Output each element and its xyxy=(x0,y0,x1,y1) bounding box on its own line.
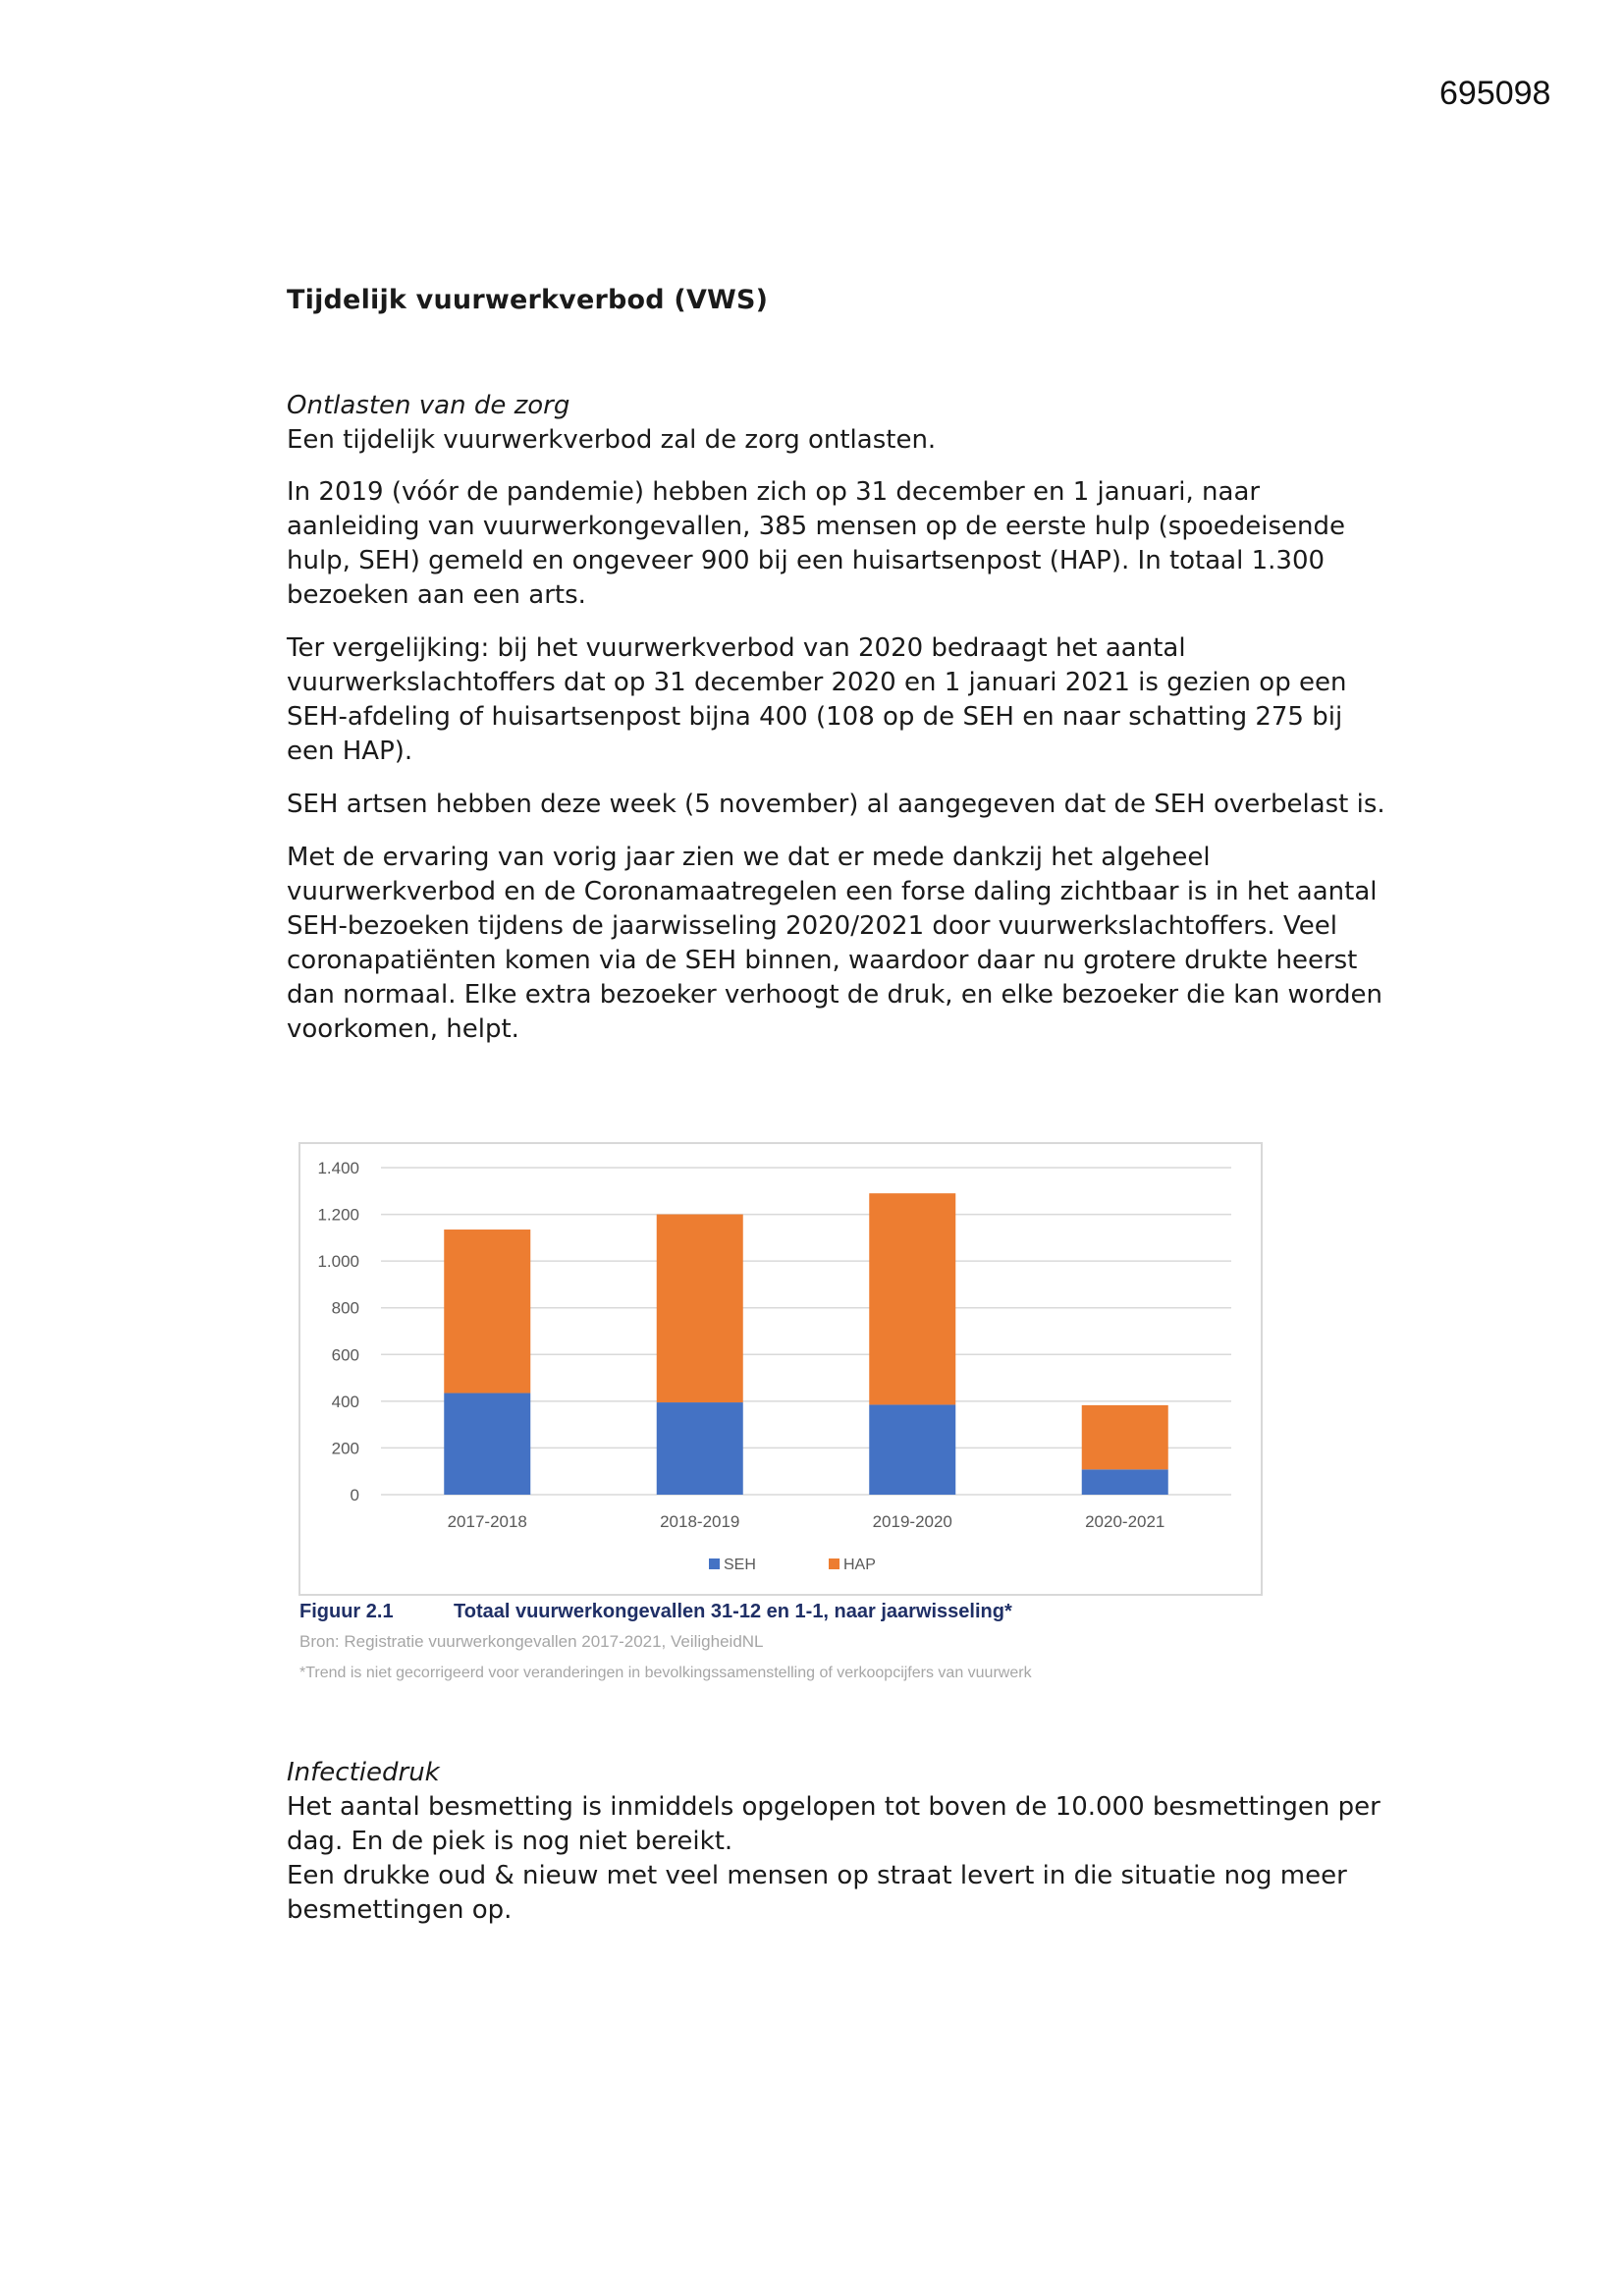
paragraph-4: Met de ervaring van vorig jaar zien we dat er mede dankzij het algeheel vuurwerkverbod en de Coronamaatregelen een forse daling zichtbaar is in het aantal SEH-bezoeken tijdens de jaarwisseling 2020/2021 door vuurwerkslachtoffers. Veel coronapatiënten komen via de SEH binnen, waardoor daar nu grotere drukte heerst dan normaal. Elke extra bezoeker verhoogt de druk, en elke bezoeker die kan worden voorkomen, helpt. xyxy=(287,843,1382,1044)
figure-number: Figuur 2.1 xyxy=(299,1601,394,1622)
figure-caption xyxy=(299,1601,1032,1682)
infectie-paragraph-1: Het aantal besmetting is inmiddels opgelopen tot boven de 10.000 besmettingen per dag. En de piek is nog niet bereikt. xyxy=(287,1792,1380,1856)
y-tick-label: 0 xyxy=(350,1486,359,1504)
infectie-paragraph-2: Een drukke oud & nieuw met veel mensen op straat levert in die situatie nog meer besmettingen op. xyxy=(287,1861,1347,1925)
page-title: Tijdelijk vuurwerkverbod (VWS) xyxy=(287,285,769,315)
figure-title: Totaal vuurwerkongevallen 31-12 en 1-1, naar jaarwisseling* xyxy=(454,1601,1012,1622)
paragraph-3: SEH artsen hebben deze week (5 november) al aangegeven dat de SEH overbelast is. xyxy=(287,790,1385,819)
figure-source: Bron: Registratie vuurwerkongevallen 2017-2021, VeiligheidNL xyxy=(299,1632,764,1651)
y-tick-label: 200 xyxy=(331,1439,359,1458)
paragraph-2: Ter vergelijking: bij het vuurwerkverbod van 2020 bedraagt het aantal vuurwerkslachtoffers dat op 31 december 2020 en 1 januari 2021 is gezien op een SEH-afdeling of huisartsenpost bijna 400 (108 op de SEH en naar schatting 275 bij een HAP). xyxy=(287,633,1347,766)
section-heading: Ontlasten van de zorg xyxy=(287,391,570,420)
section-ontlasten xyxy=(287,389,1386,1066)
bar-hap xyxy=(869,1193,955,1404)
y-tick-label: 600 xyxy=(331,1345,359,1365)
legend-label-seh: SEH xyxy=(724,1557,756,1573)
y-tick-label: 400 xyxy=(331,1392,359,1411)
bar-hap xyxy=(1082,1405,1168,1469)
bar-seh xyxy=(657,1402,743,1495)
x-tick-label: 2020-2021 xyxy=(1085,1512,1165,1531)
x-tick-label: 2018-2019 xyxy=(660,1512,740,1531)
bar-hap xyxy=(444,1230,530,1394)
section-heading: Infectiedruk xyxy=(287,1758,440,1787)
section-infectiedruk xyxy=(287,1756,1386,1946)
bar-seh xyxy=(444,1394,530,1495)
x-tick-label: 2017-2018 xyxy=(447,1512,527,1531)
legend-swatch-hap xyxy=(829,1558,839,1569)
bar-hap xyxy=(657,1215,743,1402)
bar-seh xyxy=(1082,1469,1168,1495)
legend-swatch-seh xyxy=(709,1558,720,1569)
paragraph-1: In 2019 (vóór de pandemie) hebben zich op 31 december en 1 januari, naar aanleiding van vuurwerkongevallen, 385 mensen op de eerste hulp (spoedeisende hulp, SEH) gemeld en ongeveer 900 bij een huisartsenpost (HAP). In totaal 1.300 bezoeken aan een arts. xyxy=(287,477,1345,610)
figure-note: *Trend is niet gecorrigeerd voor veranderingen in bevolkingssamenstelling of verkoopcijfers van vuurwerk xyxy=(299,1665,1032,1681)
section-intro: Een tijdelijk vuurwerkverbod zal de zorg ontlasten. xyxy=(287,425,937,455)
stacked-bar-chart xyxy=(300,1144,1261,1594)
document-number: 695098 xyxy=(1439,75,1551,112)
y-tick-label: 1.400 xyxy=(317,1159,359,1177)
y-tick-label: 800 xyxy=(331,1298,359,1318)
y-tick-label: 1.200 xyxy=(317,1205,359,1225)
legend-label-hap: HAP xyxy=(843,1557,876,1573)
bar-seh xyxy=(869,1404,955,1495)
x-tick-label: 2019-2020 xyxy=(872,1512,952,1531)
chart-figure xyxy=(298,1142,1263,1596)
y-tick-label: 1.000 xyxy=(317,1252,359,1272)
